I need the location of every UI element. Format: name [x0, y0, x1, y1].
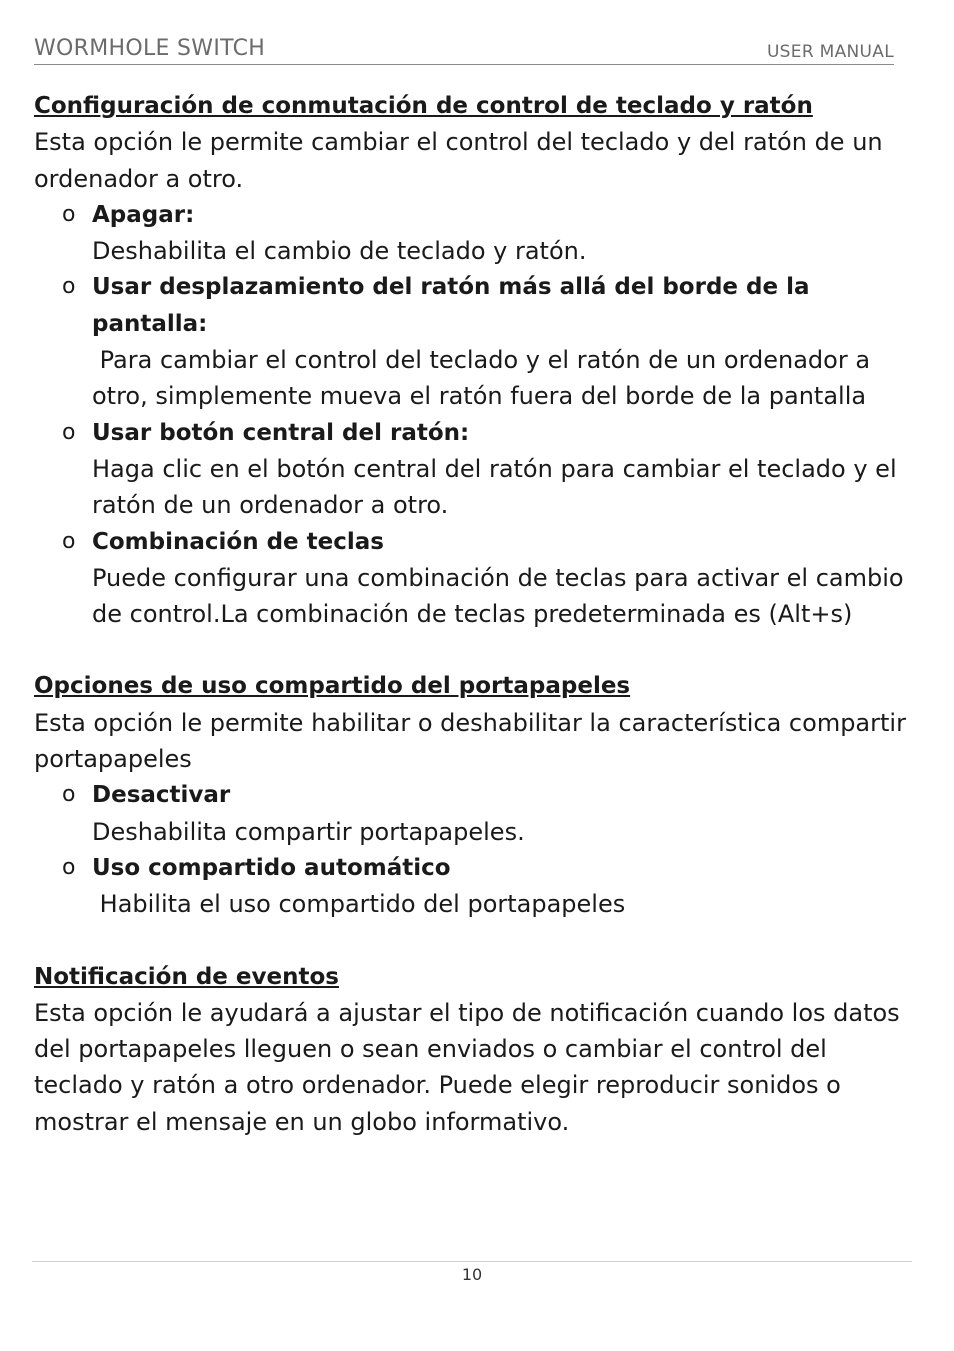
option-title: Usar desplazamiento del ratón más allá del borde de la pantalla: [92, 274, 810, 337]
option-list [34, 197, 914, 633]
option-list [34, 777, 914, 922]
page-number: 10 [461, 1265, 483, 1284]
option-title: Apagar: [92, 201, 195, 228]
list-item [34, 415, 914, 524]
page-header [34, 36, 894, 65]
footer-divider [32, 1261, 912, 1262]
section-clipboard-sharing [34, 668, 914, 922]
option-description: Puede configurar una combinación de teclas para activar el cambio de control.La combinación de teclas predeterminada es (Alt+s) [92, 563, 904, 629]
option-description: Deshabilita compartir portapapeles. [92, 817, 525, 846]
option-description: Haga clic en el botón central del ratón para cambiar el teclado y el ratón de un ordenador a otro. [92, 454, 897, 520]
option-title: Desactivar [92, 782, 231, 809]
bullet-icon: o [62, 854, 76, 880]
list-item [34, 197, 914, 270]
list-item [34, 269, 914, 414]
option-title: Combinación de teclas [92, 528, 384, 555]
section-event-notification [34, 959, 914, 1140]
list-item [34, 777, 914, 850]
bullet-icon: o [62, 274, 76, 300]
bullet-icon: o [62, 419, 76, 445]
option-description: Deshabilita el cambio de teclado y ratón. [92, 237, 587, 266]
bullet-icon: o [62, 528, 76, 554]
page-content [34, 88, 914, 1176]
option-description: Habilita el uso compartido del portapapeles [92, 890, 626, 919]
option-description: Para cambiar el control del teclado y el ratón de un ordenador a otro, simplemente mueva el ratón fuera del borde de la pantalla [92, 346, 878, 411]
bullet-icon: o [62, 201, 76, 227]
list-item [34, 524, 914, 633]
section-title: Opciones de uso compartido del portapapeles [34, 673, 631, 700]
section-title: Notificación de eventos [34, 963, 339, 990]
section-intro: Esta opción le ayudará a ajustar el tipo de notificación cuando los datos del portapapeles lleguen o sean enviados o cambiar el control del teclado y ratón a otro ordenador. Puede elegir reproducir sonidos o mostrar el mensaje en un globo informativo. [34, 998, 900, 1136]
section-intro: Esta opción le permite cambiar el control del teclado y del ratón de un ordenador a otro. [34, 128, 883, 193]
section-keyboard-mouse-switch [34, 88, 914, 632]
section-title: Configuración de conmutación de control de teclado y ratón [34, 93, 813, 119]
header-document-type: USER MANUAL [766, 42, 894, 62]
section-intro: Esta opción le permite habilitar o deshabilitar la característica compartir portapapeles [34, 708, 906, 774]
list-item [34, 850, 914, 923]
bullet-icon: o [62, 782, 76, 808]
option-title: Usar botón central del ratón: [92, 419, 470, 446]
option-title: Uso compartido automático [92, 854, 451, 881]
header-title: WORMHOLE SWITCH [34, 36, 266, 61]
